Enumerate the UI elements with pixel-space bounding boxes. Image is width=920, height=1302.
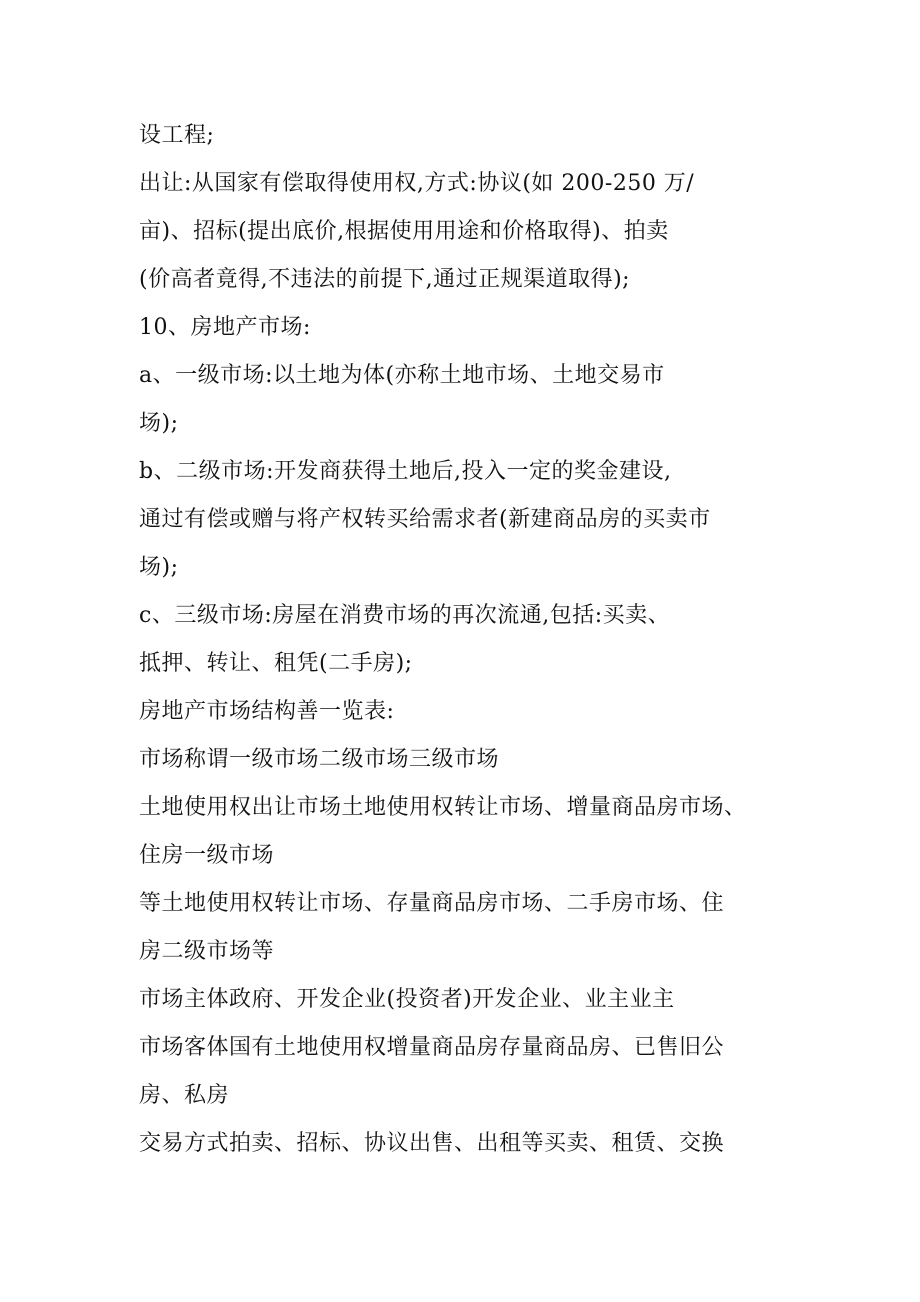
table-row-text: 房二级市场等 xyxy=(139,939,275,964)
text-line: 场); xyxy=(139,555,179,580)
table-row-text: 市场客体国有土地使用权增量商品房存量商品房、已售旧公 xyxy=(139,1035,725,1060)
text-line: 出让:从国家有偿取得使用权,方式:协议(如 200-250 万/ xyxy=(139,171,695,196)
text-line: 亩)、招标(提出底价,根据使用用途和价格取得)、拍卖 xyxy=(139,219,669,244)
text-line: (价高者竟得,不违法的前提下,通过正规渠道取得); xyxy=(139,267,631,292)
table-row-text: 住房一级市场 xyxy=(139,843,275,868)
table-row-text: 市场称谓一级市场二级市场三级市场 xyxy=(139,747,500,772)
document-body xyxy=(139,112,789,1168)
section-heading: 10、房地产市场: xyxy=(139,315,311,340)
text-line: 场); xyxy=(139,411,179,436)
table-row-text: 等土地使用权转让市场、存量商品房市场、二手房市场、住 xyxy=(139,891,725,916)
table-row-text: 交易方式拍卖、招标、协议出售、出租等买卖、租赁、交换 xyxy=(139,1131,725,1156)
text-line: c、三级市场:房屋在消费市场的再次流通,包括:买卖、 xyxy=(139,603,671,628)
table-row-text: 房、私房 xyxy=(139,1083,230,1108)
text-line: a、一级市场:以土地为体(亦称土地市场、土地交易市 xyxy=(139,363,665,388)
text-line: 设工程; xyxy=(139,123,215,148)
text-line: b、二级市场:开发商获得土地后,投入一定的奖金建设, xyxy=(139,459,672,484)
table-row-text: 市场主体政府、开发企业(投资者)开发企业、业主业主 xyxy=(139,987,675,1012)
table-caption: 房地产市场结构善一览表: xyxy=(139,699,395,724)
text-line: 抵押、转让、租凭(二手房); xyxy=(139,651,413,676)
text-line: 通过有偿或赠与将产权转买给需求者(新建商品房的买卖市 xyxy=(139,507,711,532)
table-row-text: 土地使用权出让市场土地使用权转让市场、增量商品房市场、 xyxy=(139,795,747,820)
